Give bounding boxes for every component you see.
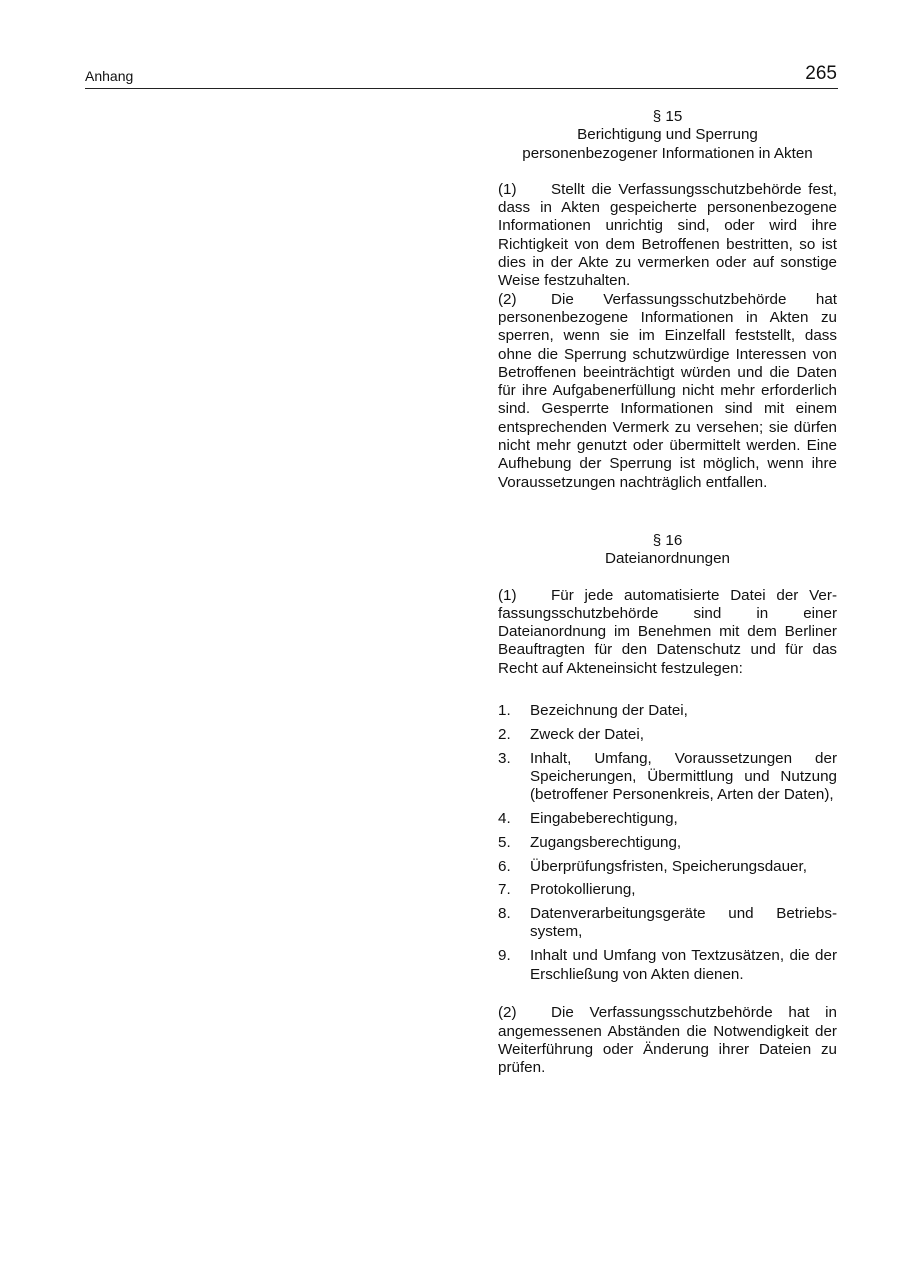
list-item-text: Inhalt, Umfang, Voraussetzungen der Speicherungen, Übermittlung und Nutzung (betroffener Personenkreis, Arten der Daten),: [530, 749, 837, 804]
section-15-paragraph-2: [498, 291, 837, 492]
paragraph-text: Stellt die Verfassungsschutzbehörde fest, dass in Akten gespeicherte personenbezogene Informationen unrichtig sind, oder wird ihre Richtigkeit von dem Betroffenen bestritten, so ist dies in der Akte zu vermerken oder auf sonstige Weise festzuhalten.: [498, 180, 837, 290]
paragraph-text: Für jede automatisierte Datei der Verfassungsschutzbehörde sind in einer Dateianordnung im Benehmen mit dem Berliner Beauftragten für den Datenschutz und für das Recht auf Akteneinsicht festzulegen:: [498, 586, 837, 677]
list-item: [498, 905, 837, 942]
running-head: Anhang: [85, 68, 134, 84]
section-15-title-line-1: Berichtigung und Sperrung: [577, 126, 758, 144]
text-column: [498, 108, 837, 1078]
list-item-number: 4.: [498, 810, 511, 827]
list-item-text: Zweck der Datei,: [530, 725, 644, 743]
list-item-text: Überprüfungsfristen, Speicherungsdauer,: [530, 857, 807, 875]
list-item-text: Datenverarbeitungsgeräte und Betriebssystem,: [530, 905, 837, 941]
list-item-text: Protokollierung,: [530, 881, 636, 899]
paragraph-number: (1): [498, 586, 517, 604]
list-item-number: 7.: [498, 881, 511, 899]
page-header: [85, 62, 838, 89]
section-16-paragraph-2: [498, 1004, 837, 1077]
list-item: [498, 881, 837, 899]
list-item-number: 5.: [498, 833, 511, 851]
section-16-number: § 16: [652, 531, 683, 549]
paragraph-number: (1): [498, 180, 517, 198]
list-item-number: 9.: [498, 947, 511, 965]
list-item-text: Bezeichnung der Datei,: [530, 702, 688, 720]
list-item: [498, 810, 837, 828]
list-item-number: 1.: [498, 702, 511, 720]
list-item-number: 3.: [498, 749, 511, 767]
list-item-text: Inhalt und Umfang von Textzusätzen, die der Erschließung von Akten dienen.: [530, 947, 837, 983]
list-item-text: Eingabeberechtigung,: [530, 810, 678, 827]
paragraph-text: Die Verfassungsschutzbehörde hat in angemessenen Abständen die Notwendigkeit der Weiterführung oder Änderung ihrer Dateien zu prüfen.: [498, 1004, 837, 1077]
paragraph-number: (2): [498, 290, 517, 308]
list-item: [498, 702, 837, 720]
page-number: 265: [805, 63, 837, 84]
list-item-number: 6.: [498, 857, 511, 875]
section-15-heading: [498, 108, 837, 163]
paragraph-number: (2): [498, 1004, 517, 1022]
paragraph-text: Die Verfassungsschutzbehörde hat personenbezogene Informationen in Akten zu sperren, wenn sie im Einzelfall feststellt, dass ohne die Sperrung schutzwürdige Interessen von Betroffenen beeinträchtigt würden und die Daten für ihre Aufgabenerfüllung nicht mehr erforderlich sind. Gesperrte Informationen sind mit einem entsprechenden Vermerk zu versehen; sie dürfen nicht mehr genutzt oder übermittelt werden. Eine Aufhebung der Sperrung ist möglich, wenn ihre Voraussetzungen nachträglich entfallen.: [498, 290, 837, 491]
section-16-paragraph-1: [498, 587, 837, 678]
list-item-text: Zugangsberechtigung,: [530, 833, 682, 851]
section-15-paragraph-1: [498, 181, 837, 291]
section-16-heading: [498, 532, 837, 569]
section-16-title: Dateianordnungen: [605, 550, 730, 568]
list-item: [498, 947, 837, 984]
list-item: [498, 726, 837, 744]
list-item: [498, 750, 837, 805]
dateianordnung-list: [498, 702, 837, 984]
section-15-title-line-2: personenbezogener Informationen in Akten: [522, 144, 813, 162]
list-item-number: 2.: [498, 725, 511, 743]
list-item: [498, 834, 837, 852]
section-15-number: § 15: [652, 108, 683, 125]
list-item-number: 8.: [498, 905, 511, 923]
list-item: [498, 858, 837, 876]
